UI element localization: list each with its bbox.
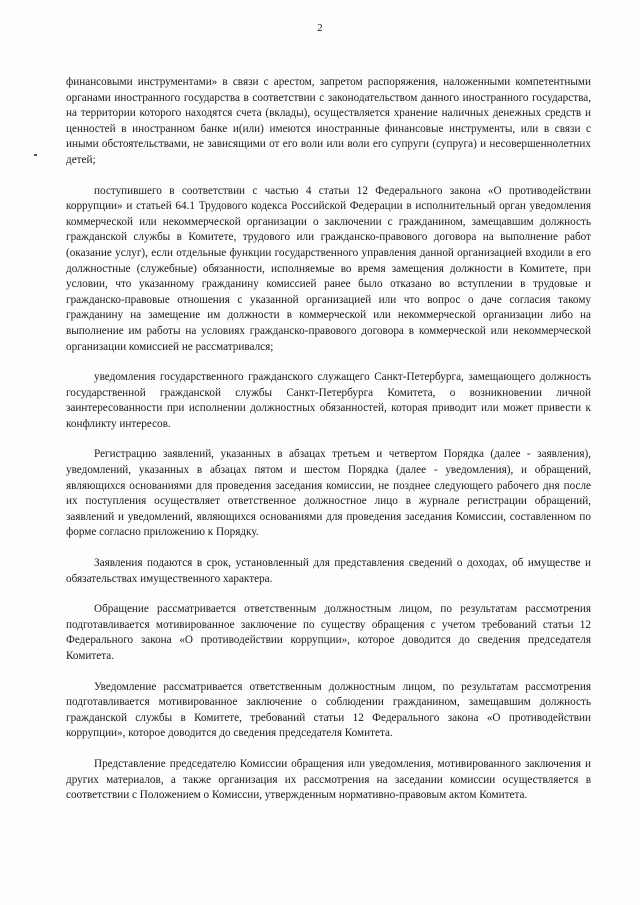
scan-artifact bbox=[34, 154, 37, 156]
paragraph-continuation: финансовыми инструментами» в связи с арестом, запретом распоряжения, наложенными компетентными органами иностранного государства в соответствии с законодательством данного иностранного государства, на территории которого находятся счета (вклады), осуществляется хранение наличных денежных средств и ценностей в иностранном банке и(или) имеются иностранные финансовые инструменты, или в связи с иными обстоятельствами, не зависящими от его воли или воли его супруги (супруга) и несовершеннолетних детей; bbox=[66, 76, 591, 166]
paragraph-registration: Регистрацию заявлений, указанных в абзацах третьем и четвертом Порядка (далее - заявления), уведомлений, указанных в абзацах пятом и шестом Порядка (далее - уведомления), и обращений, являющихся основаниями для проведения заседания комиссии, не позднее следующего рабочего дня после их поступления осуществляет ответственное должностное лицо в журнале регистрации обращений, заявлений и уведомлений, являющихся основаниями для проведения заседания Комиссии, составленном по форме согласно приложению к Порядку. bbox=[66, 448, 591, 539]
paragraph-submission-deadline: Заявления подаются в срок, установленный для представления сведений о доходах, об имуществе и обязательствах имущественного характера. bbox=[66, 557, 591, 585]
document-body bbox=[66, 75, 591, 819]
paragraph-employment-notice: поступившего в соответствии с частью 4 статьи 12 Федерального закона «О противодействии коррупции» и статьей 64.1 Трудового кодекса Российской Федерации в исполнительный орган уведомления коммерческой или некоммерческой организации о заключении с гражданином, замещавшим должность гражданской службы в Комитете, трудового или гражданско-правового договора на выполнение работ (оказание услуг), если отдельные функции государственного управления данной организацией входили в его должностные (служебные) обязанности, исполняемые во время замещения должности в Комитете, при условии, что указанному гражданину комиссией ранее было отказано во вступлении в трудовые и гражданско-правовые отношения с указанной организацией или что вопрос о даче согласия такому гражданину на замещение им должности в коммерческой или некоммерческой организации либо на выполнение им работы на условиях гражданско-правового договора в коммерческой или некоммерческой организации комиссией не рассматривался; bbox=[66, 184, 591, 353]
paragraph-notice-review: Уведомление рассматривается ответственным должностным лицом, по результатам рассмотрения подготавливается мотивированное заключение о соблюдении гражданином, замещавшим должность гражданской службы в Комитете, требований статьи 12 Федерального закона «О противодействии коррупции», которое доводится до сведения председателя Комитета. bbox=[66, 680, 591, 740]
paragraph-commission-submission: Представление председателю Комиссии обращения или уведомления, мотивированного заключения и других материалов, а также организация их рассмотрения на заседании комиссии осуществляется в соответствии с Положением о Комиссии, утвержденным нормативно-правовым актом Комитета. bbox=[66, 757, 591, 802]
paragraph-appeal-review: Обращение рассматривается ответственным должностным лицом, по результатам рассмотрения подготавливается мотивированное заключение по существу обращения с учетом требований статьи 12 Федерального закона «О противодействии коррупции», которое доводится до сведения председателя Комитета. bbox=[66, 603, 591, 662]
page-number: 2 bbox=[317, 22, 323, 34]
paragraph-conflict-notice: уведомления государственного гражданского служащего Санкт-Петербурга, замещающего должность государственной гражданской службы Санкт-Петербурга Комитета, о возникновении личной заинтересованности при исполнении должностных обязанностей, которая приводит или может привести к конфликту интересов. bbox=[66, 371, 591, 430]
